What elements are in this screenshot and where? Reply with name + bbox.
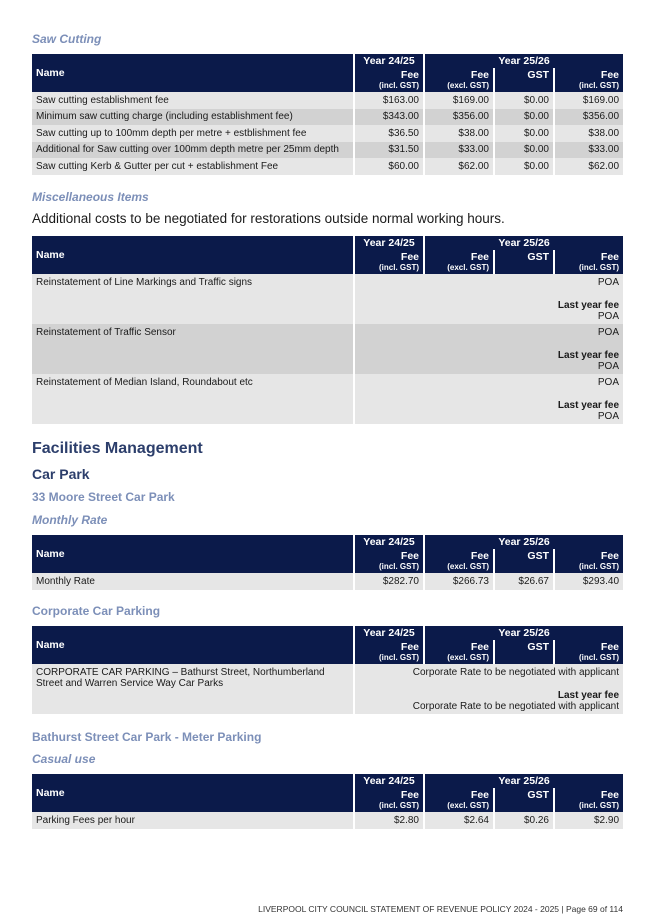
gst-value: $0.00 xyxy=(494,158,554,175)
fee-header: Fee xyxy=(424,549,494,562)
fee-header: Fee xyxy=(554,250,623,263)
gst-value: $0.26 xyxy=(494,812,554,829)
fee-header: Fee xyxy=(554,549,623,562)
last-year-label: Last year fee xyxy=(557,690,620,701)
car-park-heading: Car Park xyxy=(32,466,90,482)
incl-gst-header: (incl. GST) xyxy=(354,653,424,664)
col-name-header: Name xyxy=(32,236,354,274)
fee-excl: $62.00 xyxy=(424,158,494,175)
year2526-header: Year 25/26 xyxy=(424,535,623,549)
corporate-rate-cell xyxy=(354,664,623,714)
gst-header: GST xyxy=(494,549,554,573)
table-row xyxy=(32,664,623,714)
incl-gst-header: (incl. GST) xyxy=(354,801,424,812)
fee-2425: $2.80 xyxy=(354,812,424,829)
fee-header: Fee xyxy=(354,788,424,801)
year2425-header: Year 24/25 xyxy=(354,774,424,788)
page-footer: LIVERPOOL CITY COUNCIL STATEMENT OF REVENUE POLICY 2024 - 2025 | Page 69 of 114 xyxy=(258,904,623,914)
last-year-value: POA xyxy=(597,311,620,322)
poa-value: POA xyxy=(597,377,620,388)
table-row xyxy=(32,92,623,109)
row-name: Reinstatement of Median Island, Roundabout etc xyxy=(32,374,354,424)
misc-table xyxy=(32,236,623,424)
table-row xyxy=(32,812,623,829)
fee-2425: $163.00 xyxy=(354,92,424,109)
fee-header: Fee xyxy=(424,68,494,81)
corporate-heading: Corporate Car Parking xyxy=(32,604,161,618)
fee-incl: $293.40 xyxy=(554,573,623,590)
gst-value: $0.00 xyxy=(494,92,554,109)
poa-value: POA xyxy=(597,277,620,288)
poa-cell xyxy=(354,324,623,374)
year2425-header: Year 24/25 xyxy=(354,626,424,640)
facilities-heading: Facilities Management xyxy=(32,440,203,457)
fee-header: Fee xyxy=(354,250,424,263)
table-row xyxy=(32,573,623,590)
year2526-header: Year 25/26 xyxy=(424,626,623,640)
incl-gst-header: (incl. GST) xyxy=(554,801,623,812)
fee-header: Fee xyxy=(354,549,424,562)
fee-2425: $343.00 xyxy=(354,109,424,126)
misc-heading: Miscellaneous Items xyxy=(32,190,149,204)
fee-2425: $282.70 xyxy=(354,573,424,590)
row-name: Additional for Saw cutting over 100mm depth metre per 25mm depth xyxy=(32,142,354,159)
gst-header: GST xyxy=(494,640,554,664)
table-row xyxy=(32,324,623,374)
gst-value: $0.00 xyxy=(494,142,554,159)
last-year-label: Last year fee xyxy=(557,350,620,361)
bathurst-heading: Bathurst Street Car Park - Meter Parking xyxy=(32,730,262,744)
row-name: Monthly Rate xyxy=(32,573,354,590)
fee-header: Fee xyxy=(554,640,623,653)
monthly-rate-heading: Monthly Rate xyxy=(32,513,108,527)
casual-heading: Casual use xyxy=(32,752,96,766)
fee-header: Fee xyxy=(554,68,623,81)
excl-gst-header: (excl. GST) xyxy=(424,653,494,664)
fee-incl: $38.00 xyxy=(554,125,623,142)
gst-value: $0.00 xyxy=(494,125,554,142)
fee-excl: $2.64 xyxy=(424,812,494,829)
year2526-header: Year 25/26 xyxy=(424,54,623,68)
col-name-header: Name xyxy=(32,626,354,664)
poa-cell xyxy=(354,274,623,324)
fee-2425: $31.50 xyxy=(354,142,424,159)
fee-incl: $2.90 xyxy=(554,812,623,829)
fee-header: Fee xyxy=(554,788,623,801)
year2425-header: Year 24/25 xyxy=(354,535,424,549)
fee-excl: $266.73 xyxy=(424,573,494,590)
fee-incl: $62.00 xyxy=(554,158,623,175)
fee-header: Fee xyxy=(354,68,424,81)
year2526-header: Year 25/26 xyxy=(424,774,623,788)
moore-street-heading: 33 Moore Street Car Park xyxy=(32,490,175,504)
fee-header: Fee xyxy=(354,640,424,653)
incl-gst-header: (incl. GST) xyxy=(554,81,623,92)
col-name-header: Name xyxy=(32,54,354,92)
fee-excl: $38.00 xyxy=(424,125,494,142)
last-year-value: POA xyxy=(597,361,620,372)
gst-value: $26.67 xyxy=(494,573,554,590)
incl-gst-header: (incl. GST) xyxy=(554,263,623,274)
fee-excl: $33.00 xyxy=(424,142,494,159)
gst-value: $0.00 xyxy=(494,109,554,126)
fee-header: Fee xyxy=(424,250,494,263)
last-year-label: Last year fee xyxy=(557,300,620,311)
casual-use-table xyxy=(32,774,623,829)
fee-excl: $356.00 xyxy=(424,109,494,126)
poa-cell xyxy=(354,374,623,424)
row-name: Saw cutting Kerb & Gutter per cut + establishment Fee xyxy=(32,158,354,175)
year2526-header: Year 25/26 xyxy=(424,236,623,250)
table-row xyxy=(32,142,623,159)
table-row xyxy=(32,125,623,142)
fee-header: Fee xyxy=(424,640,494,653)
row-name: Saw cutting up to 100mm depth per metre + estblishment fee xyxy=(32,125,354,142)
incl-gst-header: (incl. GST) xyxy=(354,263,424,274)
row-name: Minimum saw cutting charge (including establishment fee) xyxy=(32,109,354,126)
gst-header: GST xyxy=(494,788,554,812)
incl-gst-header: (incl. GST) xyxy=(554,562,623,573)
fee-incl: $33.00 xyxy=(554,142,623,159)
fee-incl: $169.00 xyxy=(554,92,623,109)
col-name-header: Name xyxy=(32,535,354,573)
gst-header: GST xyxy=(494,68,554,92)
last-year-value: Corporate Rate to be negotiated with applicant xyxy=(412,701,620,712)
fee-incl: $356.00 xyxy=(554,109,623,126)
misc-note: Additional costs to be negotiated for restorations outside normal working hours. xyxy=(32,211,505,226)
row-name: Saw cutting establishment fee xyxy=(32,92,354,109)
year2425-header: Year 24/25 xyxy=(354,54,424,68)
table-row xyxy=(32,274,623,324)
incl-gst-header: (incl. GST) xyxy=(554,653,623,664)
corporate-table xyxy=(32,626,623,714)
year2425-header: Year 24/25 xyxy=(354,236,424,250)
fee-header: Fee xyxy=(424,788,494,801)
corporate-rate-value: Corporate Rate to be negotiated with applicant xyxy=(412,667,620,678)
last-year-value: POA xyxy=(597,411,620,422)
incl-gst-header: (incl. GST) xyxy=(354,81,424,92)
table-row xyxy=(32,374,623,424)
excl-gst-header: (excl. GST) xyxy=(424,81,494,92)
row-name: Parking Fees per hour xyxy=(32,812,354,829)
table-row xyxy=(32,109,623,126)
excl-gst-header: (excl. GST) xyxy=(424,801,494,812)
last-year-label: Last year fee xyxy=(557,400,620,411)
saw-cutting-table xyxy=(32,54,623,175)
excl-gst-header: (excl. GST) xyxy=(424,562,494,573)
col-name-header: Name xyxy=(32,774,354,812)
row-name: CORPORATE CAR PARKING – Bathurst Street, Northumberland Street and Warren Service Way Car Parks xyxy=(32,664,354,714)
incl-gst-header: (incl. GST) xyxy=(354,562,424,573)
gst-header: GST xyxy=(494,250,554,274)
saw-cutting-heading: Saw Cutting xyxy=(32,32,102,46)
fee-2425: $60.00 xyxy=(354,158,424,175)
row-name: Reinstatement of Traffic Sensor xyxy=(32,324,354,374)
excl-gst-header: (excl. GST) xyxy=(424,263,494,274)
fee-2425: $36.50 xyxy=(354,125,424,142)
row-name: Reinstatement of Line Markings and Traffic signs xyxy=(32,274,354,324)
fee-excl: $169.00 xyxy=(424,92,494,109)
table-row xyxy=(32,158,623,175)
monthly-rate-table xyxy=(32,535,623,590)
poa-value: POA xyxy=(597,327,620,338)
